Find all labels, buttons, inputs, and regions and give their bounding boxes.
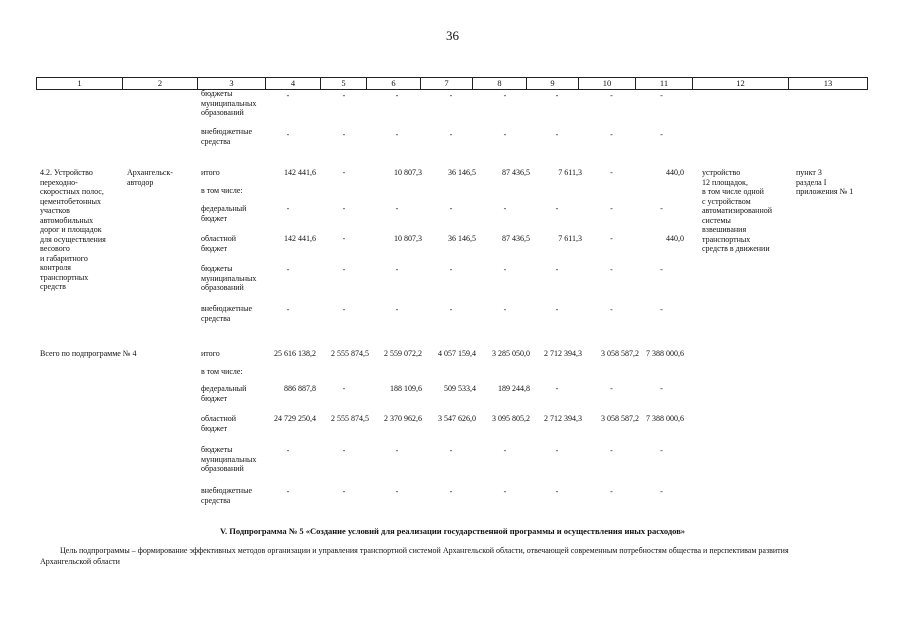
cell-value: - [503,130,507,139]
row-label: внебюджетные средства [201,127,252,146]
section-title: V. Подпрограмма № 5 «Создание условий для реализации государственной программы и осуществления иных расходов» [219,526,686,536]
cell-value: - [610,234,613,243]
header-col-10: 10 [579,78,636,89]
executor: Архангельск- автодор [127,168,173,187]
cell-value: 25 616 138,2 [274,349,316,358]
cell-value: - [503,91,507,100]
cell-value: 189 244,8 [498,384,530,393]
reference: пункт 3 раздела I приложения № 1 [796,168,854,196]
cell-value: - [286,446,290,455]
cell-value: 2 559 072,2 [384,349,422,358]
cell-value: - [395,204,399,213]
header-col-13: 13 [789,78,868,89]
cell-value: 440,0 [666,234,684,243]
cell-value: - [449,446,453,455]
cell-value: 886 887,8 [284,384,316,393]
cell-value: - [395,265,399,274]
cell-value: 509 533,4 [444,384,476,393]
cell-value: - [555,265,559,274]
cell-value: 440,0 [666,168,684,177]
cell-value: 7 388 000,6 [646,414,684,423]
cell-value: - [449,204,453,213]
cell-value: 7 388 000,6 [646,349,684,358]
cell-value: - [555,446,559,455]
header-col-5: 5 [321,78,367,89]
row-label: в том числе: [201,186,243,195]
row-label: в том числе: [201,367,243,376]
cell-value: 142 441,6 [284,168,316,177]
header-col-12: 12 [693,78,789,89]
cell-value: - [660,305,663,314]
cell-value: - [342,168,346,177]
cell-value: - [610,384,613,393]
cell-value: - [610,204,613,213]
row-label: областной бюджет [201,234,237,253]
cell-value: 10 807,3 [394,234,422,243]
cell-value: - [449,91,453,100]
cell-value: - [503,446,507,455]
cell-value: 3 058 587,2 [601,414,639,423]
cell-value: - [610,168,613,177]
cell-value: 188 109,6 [390,384,422,393]
cell-value: 2 370 962,6 [384,414,422,423]
cell-value: - [660,91,663,100]
subprogram-total-label: Всего по подпрограмме № 4 [40,349,137,358]
cell-value: - [342,234,346,243]
cell-value: - [660,487,663,496]
cell-value: - [286,487,290,496]
cell-value: - [286,204,290,213]
cell-value: - [610,487,613,496]
cell-value: - [342,305,346,314]
header-col-7: 7 [421,78,473,89]
cell-value: - [395,91,399,100]
cell-value: - [342,446,346,455]
cell-value: - [449,487,453,496]
cell-value: 3 285 050,0 [492,349,530,358]
cell-value: - [395,305,399,314]
row-label: бюджеты муниципальных образований [201,264,257,292]
cell-value: - [286,130,290,139]
cell-value: - [660,446,663,455]
cell-value: - [395,130,399,139]
cell-value: 7 611,3 [558,234,582,243]
cell-value: 87 436,5 [502,234,530,243]
cell-value: - [555,487,559,496]
cell-value: 4 057 159,4 [438,349,476,358]
header-col-2: 2 [123,78,198,89]
cell-value: - [342,265,346,274]
cell-value: 87 436,5 [502,168,530,177]
cell-value: - [555,384,559,393]
cell-value: - [610,130,613,139]
cell-value: 2 555 874,5 [331,414,369,423]
cell-value: - [449,265,453,274]
cell-value: 7 611,3 [558,168,582,177]
cell-value: - [555,91,559,100]
cell-value: 3 058 587,2 [601,349,639,358]
cell-value: - [342,204,346,213]
cell-value: - [610,265,613,274]
cell-value: - [610,305,613,314]
cell-value: - [503,305,507,314]
cell-value: - [610,91,613,100]
cell-value: - [342,91,346,100]
cell-value: - [660,204,663,213]
row-label: внебюджетные средства [201,486,252,505]
cell-value: - [395,446,399,455]
cell-value: - [286,91,290,100]
header-col-3: 3 [198,78,266,89]
cell-value: - [342,384,346,393]
cell-value: - [660,384,663,393]
cell-value: - [660,265,663,274]
row-label: бюджеты муниципальных образований [201,89,257,117]
cell-value: 36 146,5 [448,168,476,177]
row-label: итого [201,349,220,358]
cell-value: - [503,487,507,496]
cell-value: - [555,305,559,314]
cell-value: 2 712 394,3 [544,414,582,423]
cell-value: 24 729 250,4 [274,414,316,423]
row-label: федеральный бюджет [201,384,247,403]
cell-value: - [342,130,346,139]
header-col-6: 6 [367,78,421,89]
header-col-8: 8 [473,78,527,89]
cell-value: 36 146,5 [448,234,476,243]
cell-value: - [503,204,507,213]
header-col-11: 11 [636,78,693,89]
table-header-row [36,77,868,90]
cell-value: - [286,265,290,274]
row-label: федеральный бюджет [201,204,247,223]
cell-value: - [395,487,399,496]
cell-value: 142 441,6 [284,234,316,243]
row-label: итого [201,168,220,177]
measure-name: 4.2. Устройство переходно- скоростных полос, цементобетонных участков автомобильных дорог и площадок для осуществления весового и габаритного контроля транспортных средств [40,168,106,291]
cell-value: - [503,265,507,274]
cell-value: - [286,305,290,314]
row-label: бюджеты муниципальных образований [201,445,257,473]
cell-value: - [342,487,346,496]
header-col-4: 4 [266,78,321,89]
cell-value: - [660,130,663,139]
row-label: внебюджетные средства [201,304,252,323]
cell-value: - [610,446,613,455]
header-col-1: 1 [37,78,123,89]
cell-value: 3 547 626,0 [438,414,476,423]
cell-value: 10 807,3 [394,168,422,177]
expected-result: устройство 12 площадок, в том числе одной с устройством автоматизированной системы взвешивания транспортных средств в движении [702,168,773,253]
cell-value: 2 712 394,3 [544,349,582,358]
row-label: областной бюджет [201,414,237,433]
header-col-9: 9 [527,78,579,89]
cell-value: - [449,130,453,139]
page-number: 36 [446,28,459,43]
cell-value: - [555,204,559,213]
cell-value: - [449,305,453,314]
cell-value: - [555,130,559,139]
cell-value: 3 095 805,2 [492,414,530,423]
goal-paragraph: Цель подпрограммы – формирование эффективных методов организации и управления транспортной системой Архангельской области, отвечающей современным потребностям общества и перспективам развития Архангельской области [40,546,789,566]
cell-value: 2 555 874,5 [331,349,369,358]
